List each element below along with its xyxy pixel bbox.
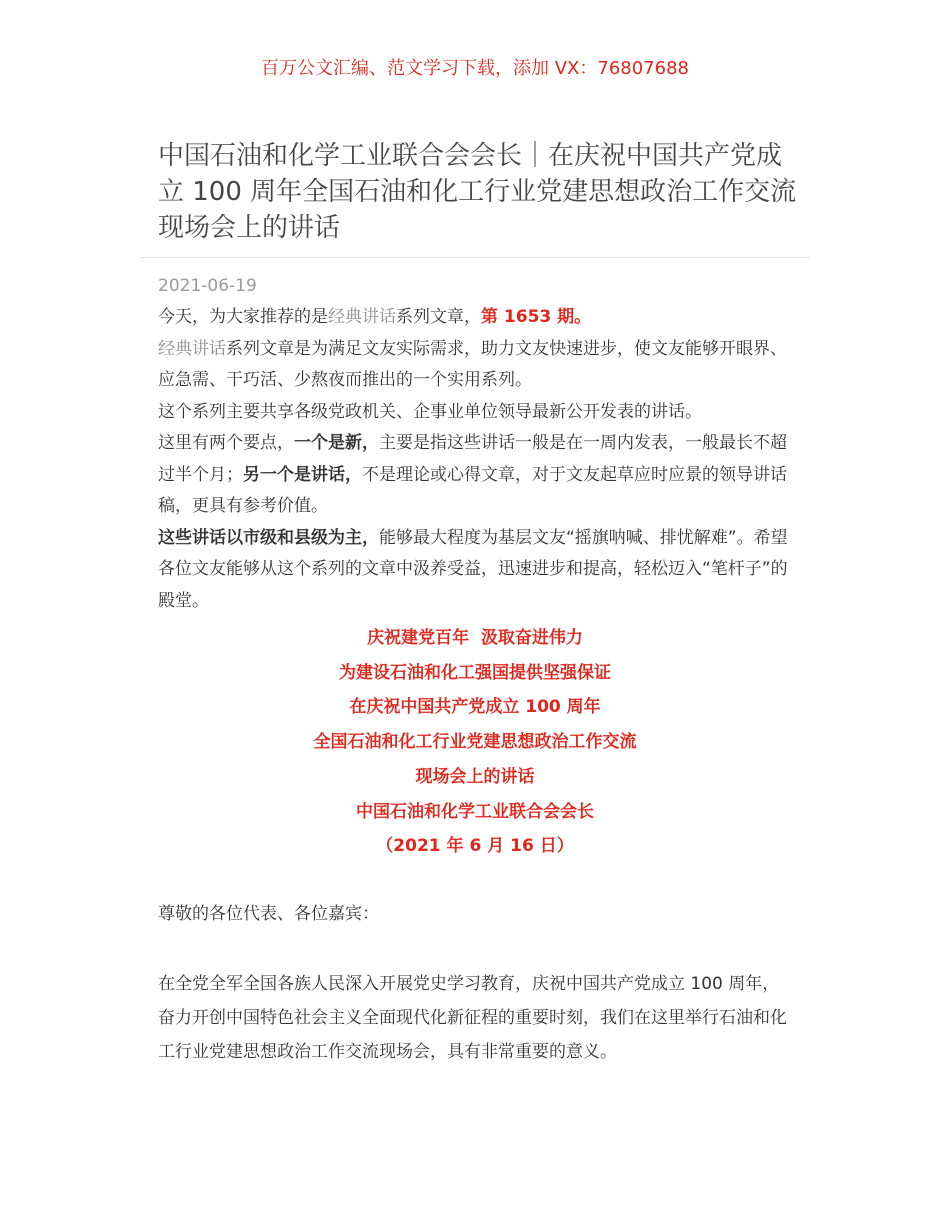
key-point-new: 一个是新， — [294, 433, 379, 453]
intro-paragraph-1 — [158, 302, 794, 334]
intro-text: 能够最大程度为基层文友“摇旗呐喊、排忧解难”。希望各位文友能够从这个系列的文章中汲养受益，迅速进步和提高，轻松迈入“笔杆子”的殿堂。 — [158, 527, 788, 611]
speech-paragraph-1: 在全党全军全国各族人民深入开展党史学习教育，庆祝中国共产党成立 100 周年，奋力开创中国特色社会主义全面现代化新征程的重要时刻，我们在这里举行石油和化工行业党建思想政治工作交流现场会，具有非常重要的意义。 — [158, 974, 787, 1062]
key-point-speech: 另一个是讲话， — [243, 464, 362, 485]
intro-paragraph-3: 这个系列主要共享各级党政机关、企事业单位领导最新公开发表的讲话。 — [158, 401, 702, 422]
speech-occasion-line-1: 在庆祝中国共产党成立 100 周年 — [349, 697, 601, 718]
intro-text: 这里有两个要点， — [158, 433, 294, 453]
intro-paragraph-5 — [158, 523, 794, 618]
publish-date: 2021-06-19 — [158, 276, 257, 296]
series-name: 经典讲话 — [158, 338, 226, 359]
intro-text: 今天，为大家推荐的是 — [158, 307, 328, 327]
key-point-level: 这些讲话以市级和县级为主， — [158, 527, 379, 548]
intro-text: 系列文章， — [396, 307, 481, 327]
intro-text: 系列文章是为满足文友实际需求，助力文友快速进步，使文友能够开眼界、应急需、干巧活、少熬夜而推出的一个实用系列。 — [158, 338, 787, 390]
series-name: 经典讲话 — [328, 307, 396, 327]
speech-header — [140, 621, 810, 864]
speech-occasion-line-2: 全国石油和化工行业党建思想政治工作交流 — [313, 732, 637, 753]
title-divider — [140, 257, 810, 258]
intro-text: 不是理论或心得文章，对于文友起草应时应景的领导讲话稿，更具有参考价值。 — [158, 464, 787, 516]
speaker-title: 中国石油和化学工业联合会会长 — [356, 801, 594, 822]
speech-subtitle: 为建设石油和化工强国提供坚强保证 — [339, 662, 611, 683]
speech-occasion-line-3: 现场会上的讲话 — [415, 766, 535, 787]
promo-banner: 百万公文汇编、范文学习下载，添加 VX：76807688 — [261, 58, 689, 79]
intro-paragraph-4 — [158, 428, 794, 523]
article-title: 中国石油和化学工业联合会会长｜在庆祝中国共产党成立 100 周年全国石油和化工行业党建思想政治工作交流现场会上的讲话 — [158, 141, 797, 243]
intro-text: 主要是指这些讲话一般是在一周内发表，一般最长不超过半个月； — [158, 433, 787, 485]
speech-main-title: 庆祝建党百年 汲取奋进伟力 — [367, 628, 583, 648]
speech-date: （2021 年 6 月 16 日） — [376, 836, 574, 857]
speech-greeting: 尊敬的各位代表、各位嘉宾： — [158, 904, 379, 924]
intro-paragraph-2 — [158, 334, 794, 397]
intro-section — [158, 302, 794, 617]
issue-number: 第 1653 期。 — [481, 307, 592, 327]
